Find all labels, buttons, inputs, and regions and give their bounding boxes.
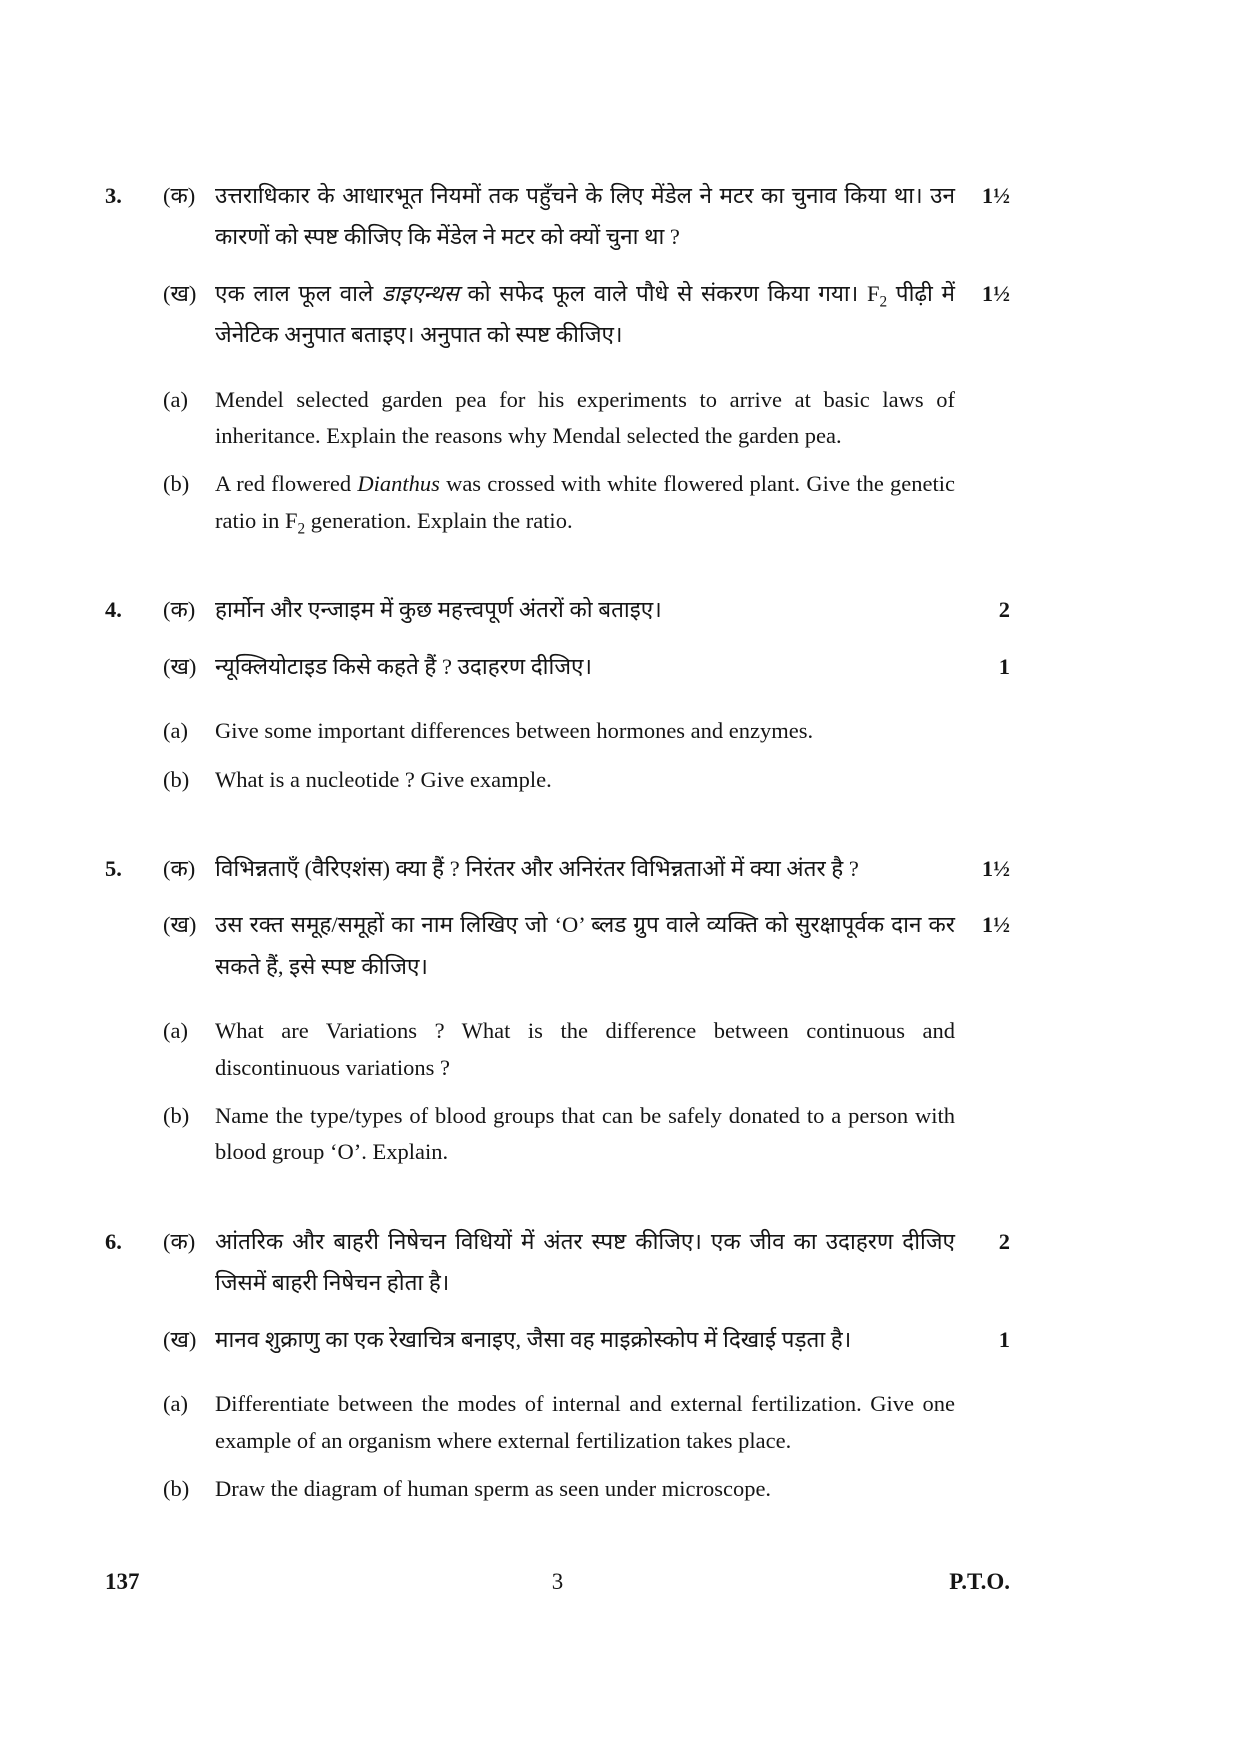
question-part-row (105, 713, 1010, 749)
part-text-hindi: आंतरिक और बाहरी निषेचन विधियों में अंतर स्पष्ट कीजिए। एक जीव का उदाहरण दीजिए जिसमें बाहरी निषेचन होता है। (215, 1228, 955, 1296)
question-part-row (105, 848, 1010, 889)
question-part-row (105, 904, 1010, 987)
part-label: (क) (163, 1228, 196, 1254)
question-6 (105, 1221, 1010, 1507)
question-number: 3. (105, 183, 122, 208)
page-footer (105, 1569, 1010, 1595)
part-label: (ख) (163, 912, 197, 938)
text-segment: को सफेद फूल वाले पौधे से संकरण किया गया। (458, 280, 867, 306)
question-4 (105, 589, 1010, 798)
marks-value: 1½ (981, 855, 1010, 881)
question-part-row (105, 1013, 1010, 1086)
part-label: (क) (163, 855, 196, 881)
text-segment: A red flowered (215, 471, 358, 497)
part-text-hindi: मानव शुक्राणु का एक रेखाचित्र बनाइए, जैसा वह माइक्रोस्कोप में दिखाई पड़ता है। (215, 1326, 852, 1352)
marks-value: 2 (998, 597, 1010, 623)
part-text-english: Give some important differences between hormones and enzymes. (215, 718, 814, 744)
part-text-hindi: न्यूक्लियोटाइड किसे कहते हैं ? उदाहरण दीजिए। (215, 653, 593, 679)
question-part-row (105, 589, 1010, 630)
question-part-row (105, 1319, 1010, 1360)
part-text-english: What are Variations ? What is the difference between continuous and discontinuous variations ? (215, 1018, 955, 1080)
text-segment: was crossed with white flowered plant. Give the genetic ratio in (215, 471, 955, 533)
text-segment-subscript: 2 (297, 520, 306, 538)
question-3 (105, 175, 1010, 539)
text-segment-italic: Dianthus (357, 471, 440, 497)
part-text-english: Mendel selected garden pea for his experiments to arrive at basic laws of inheritance. Explain the reasons why Mendal selected the garden pea. (215, 386, 955, 448)
exam-paper-page (105, 0, 1010, 1595)
question-5 (105, 848, 1010, 1171)
text-segment-subscript: 2 (879, 293, 888, 311)
marks-value: 1½ (981, 183, 1010, 208)
question-part-row (105, 646, 1010, 687)
question-part-row (105, 1471, 1010, 1507)
part-label: (a) (163, 386, 188, 412)
part-text-hindi: विभिन्नताएँ (वैरिएशंस) क्या हैं ? निरंतर और अनिरंतर विभिन्नताओं में क्या अंतर है ? (215, 855, 859, 881)
question-number: 6. (105, 1228, 122, 1254)
part-text-hindi: हार्मोन और एन्जाइम में कुछ महत्त्वपूर्ण अंतरों को बताइए। (215, 597, 662, 623)
part-text-hindi: उत्तराधिकार के आधारभूत नियमों तक पहुँचने के लिए मेंडेल ने मटर का चुनाव किया था। उन कारणों को स्पष्ट कीजिए कि मेंडेल ने मटर को क्यों चुना था ? (215, 183, 955, 250)
part-label: (a) (163, 1391, 188, 1417)
part-text-english: Differentiate between the modes of internal and external fertilization. Give one example of an organism where external fertilization takes place. (215, 1391, 955, 1453)
part-label: (ख) (163, 280, 197, 306)
part-text-english (215, 466, 955, 539)
text-segment: पीढ़ी में जेनेटिक अनुपात बताइए। अनुपात को स्पष्ट कीजिए। (215, 280, 956, 348)
paper-code: 137 (105, 1569, 140, 1595)
text-segment: एक लाल फूल वाले (215, 280, 382, 306)
text-segment-italic: डाइएन्थस (381, 280, 459, 306)
part-label: (b) (163, 1103, 190, 1129)
marks-value: 1½ (981, 912, 1010, 938)
marks-value: 1 (998, 653, 1010, 679)
pto-label: P.T.O. (949, 1569, 1011, 1595)
part-label: (ख) (163, 1326, 197, 1352)
marks-value: 1 (998, 1326, 1010, 1352)
question-part-row (105, 1221, 1010, 1304)
text-segment: generation. Explain the ratio. (305, 507, 573, 533)
part-label: (ख) (163, 653, 197, 679)
part-label: (क) (163, 597, 196, 623)
question-part-row (105, 1098, 1010, 1171)
part-text-hindi (215, 273, 955, 356)
question-part-row (105, 466, 1010, 539)
part-label: (a) (163, 718, 188, 744)
question-part-row (105, 762, 1010, 798)
marks-value: 2 (998, 1228, 1010, 1254)
part-text-hindi: उस रक्त समूह/समूहों का नाम लिखिए जो ‘O’ ब्लड ग्रुप वाले व्यक्ति को सुरक्षापूर्वक दान कर सकते हैं, इसे स्पष्ट कीजिए। (215, 912, 955, 979)
part-text-english: Name the type/types of blood groups that can be safely donated to a person with blood group ‘O’. Explain. (215, 1103, 955, 1165)
part-label: (b) (163, 471, 190, 497)
part-label: (b) (163, 766, 190, 792)
text-segment: F (284, 507, 298, 533)
part-text-english: Draw the diagram of human sperm as seen under microscope. (215, 1475, 772, 1501)
question-part-row (105, 175, 1010, 258)
question-number: 4. (105, 597, 122, 623)
question-number: 5. (105, 855, 122, 881)
text-segment: F (866, 280, 880, 306)
marks-value: 1½ (981, 280, 1010, 306)
part-text-english: What is a nucleotide ? Give example. (215, 766, 552, 792)
part-label: (a) (163, 1018, 188, 1044)
part-label: (b) (163, 1475, 190, 1501)
page-number: 3 (551, 1569, 564, 1595)
question-part-row (105, 273, 1010, 356)
part-label: (क) (163, 183, 196, 208)
question-part-row (105, 1386, 1010, 1459)
question-part-row (105, 382, 1010, 455)
